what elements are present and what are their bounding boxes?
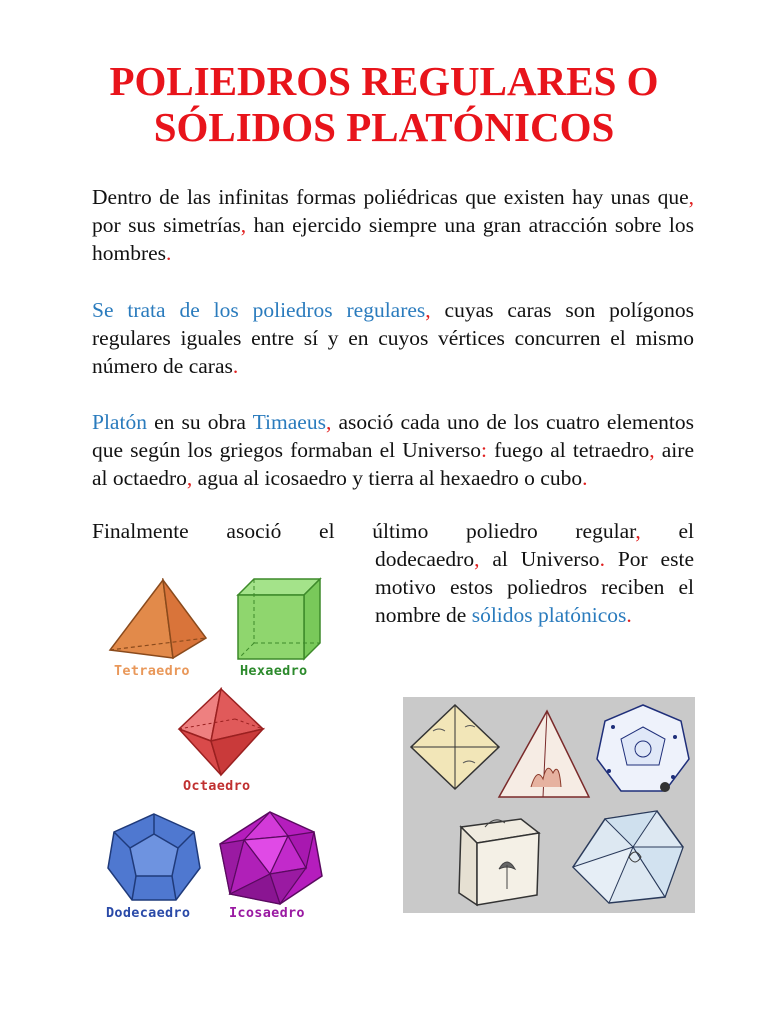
- text: fuego al tetraedro: [487, 438, 650, 462]
- engraving-illustration: [403, 697, 695, 913]
- text: Por este motivo estos poliedros reciben el nombre de: [375, 547, 694, 627]
- paragraph-dodecaedro: [375, 545, 694, 629]
- punct: ,: [325, 410, 332, 434]
- dodecahedron-figure: [106, 812, 202, 904]
- paragraph-intro: [92, 183, 694, 267]
- punct: ,: [240, 213, 247, 237]
- platonic-solids-engraving: [403, 697, 695, 913]
- title-line-2: SÓLIDOS PLATÓNICOS: [153, 104, 615, 150]
- text: cuyas caras son polígonos regulares iguales entre sí y en cuyos vértices concurren el mismo número de caras: [92, 298, 694, 378]
- paragraph-definition: [92, 296, 694, 380]
- text: en su obra: [146, 410, 253, 434]
- label-icosaedro: Icosaedro: [229, 905, 305, 921]
- icosahedron-figure: [218, 810, 324, 906]
- punct: .: [166, 241, 172, 265]
- paragraph-plato: [92, 408, 694, 492]
- text: aire al octaedro: [92, 438, 694, 490]
- punct: ,: [425, 298, 431, 322]
- text: el: [640, 519, 694, 543]
- text: Dentro de las infinitas formas poliédricas que existen hay unas que: [92, 185, 689, 209]
- label-dodecaedro: Dodecaedro: [106, 905, 191, 921]
- punct: .: [626, 603, 632, 627]
- title-line-1: POLIEDROS REGULARES O: [109, 58, 659, 104]
- highlight-solidos: sólidos platónicos: [471, 603, 627, 627]
- page-title: [0, 58, 768, 150]
- punct: ,: [474, 547, 480, 571]
- highlight-text: Se trata de los poliedros regulares: [92, 298, 426, 322]
- highlight-platon: Platón: [92, 410, 147, 434]
- text: asoció cada uno de los cuatro elementos que según los griegos formaban el Universo: [92, 410, 694, 462]
- paragraph-finalmente: [92, 517, 694, 545]
- punct: ,: [688, 185, 694, 209]
- hexahedron-figure: [236, 577, 322, 661]
- punct: .: [232, 354, 239, 378]
- punct: .: [599, 547, 605, 571]
- label-hexaedro: Hexaedro: [240, 663, 308, 679]
- punct: ,: [186, 466, 193, 490]
- text: al Universo: [479, 547, 600, 571]
- punct: .: [582, 466, 588, 490]
- label-octaedro: Octaedro: [183, 778, 251, 794]
- tetrahedron-figure: [108, 578, 208, 660]
- octahedron-figure: [175, 687, 267, 777]
- text: agua al icosaedro y tierra al hexaedro o cubo: [192, 466, 583, 490]
- label-tetraedro: Tetraedro: [114, 663, 190, 679]
- punct: ,: [635, 519, 641, 543]
- text: dodecaedro: [375, 547, 475, 571]
- text: Finalmente asoció el último poliedro regular: [92, 519, 636, 543]
- punct: :: [481, 438, 488, 462]
- highlight-timaeus: Timaeus: [252, 410, 326, 434]
- punct: ,: [649, 438, 655, 462]
- text: por sus simetrías: [92, 213, 241, 237]
- text: han ejercido siempre una gran atracción sobre los hombres: [92, 213, 694, 265]
